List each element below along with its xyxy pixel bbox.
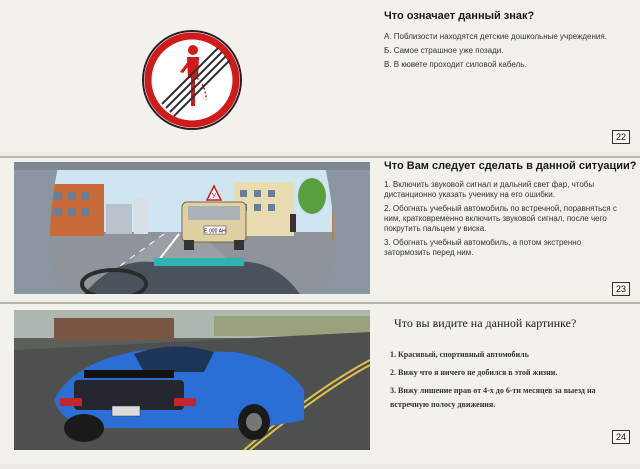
answer-option-1[interactable]: 1. Включить звуковой сигнал и дальний свет фар, чтобы дистанционно указать ученику на его ошибки. xyxy=(384,180,595,199)
answer-option-3[interactable]: 3. Обогнать учебный автомобиль, а потом экстренно затормозить перед ним. xyxy=(384,238,582,257)
sports-car-image xyxy=(14,310,370,450)
question-card-22 xyxy=(0,0,640,152)
answer-option-2[interactable]: 2. Вижу что я ничего не добился в этой жизни. xyxy=(390,368,558,377)
answer-option-3[interactable]: 3. Вижу лишение прав от 4-х до 6-ти месяцев за выезд на встречную полосу движения. xyxy=(390,386,596,409)
answer-list xyxy=(384,32,609,74)
question-title: Что означает данный знак? xyxy=(384,10,535,22)
answer-list xyxy=(384,180,629,262)
license-plate-text: Е 000 АН xyxy=(204,228,226,235)
road-situation-image xyxy=(14,162,370,294)
page-number: 22 xyxy=(612,130,630,144)
answer-option-a[interactable]: А. Поблизости находятся детские дошкольные учреждения. xyxy=(384,32,607,41)
answer-option-c[interactable]: В. В кювете проходит силовой кабель. xyxy=(384,60,527,69)
page-number: 23 xyxy=(612,282,630,296)
answer-option-1[interactable]: 1. Красивый, спортивный автомобиль xyxy=(390,350,529,359)
page-number: 24 xyxy=(612,430,630,444)
answer-option-b[interactable]: Б. Самое страшное уже позади. xyxy=(384,46,504,55)
question-card-24 xyxy=(0,302,640,464)
question-title: Что вы видите на данной картинке? xyxy=(394,316,577,330)
question-title: Что Вам следует сделать в данной ситуации? xyxy=(384,160,637,172)
question-card-23 xyxy=(0,156,640,300)
prohibition-sign-image xyxy=(140,28,244,132)
answer-list xyxy=(390,348,620,416)
answer-option-2[interactable]: 2. Обогнать учебный автомобиль по встречной, поравняться с ним, кратковременно включить звуковой сигнал, после чего покрутить пальцем у виска. xyxy=(384,204,617,233)
learner-sign-letter: У xyxy=(211,193,217,200)
